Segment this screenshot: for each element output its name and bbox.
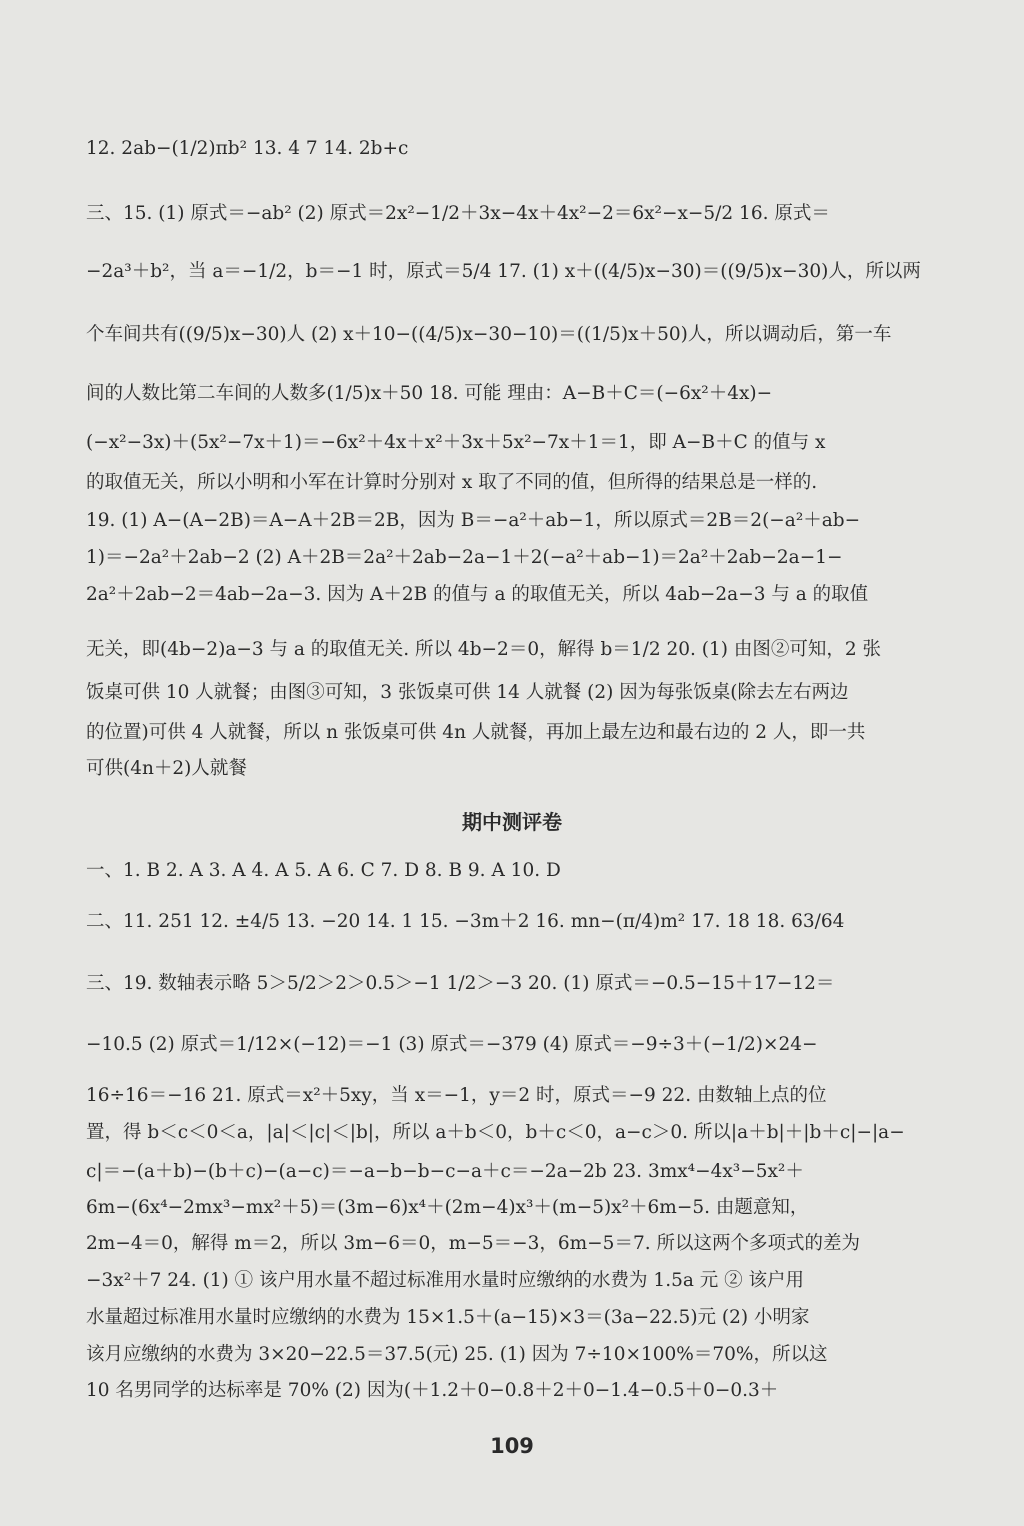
text-line: 水量超过标准用水量时应缴纳的水费为 15×1.5＋(a−15)×3＝(3a−22.5)元 (2) 小明家 [86,1307,810,1328]
text-line: 10 名男同学的达标率是 70% (2) 因为(＋1.2＋0−0.8＋2＋0−1.4−0.5＋0−0.3＋ [86,1380,779,1401]
text-line: −2a³＋b²，当 a＝−1/2，b＝−1 时，原式＝5/4 17. (1) x＋((4/5)x−30)＝((9/5)x−30)人，所以两 [86,261,921,282]
text-line: 12. 2ab−(1/2)πb² 13. 4 7 14. 2b+c [86,138,409,159]
text-line: 19. (1) A−(A−2B)＝A−A＋2B＝2B，因为 B＝−a²＋ab−1，所以原式＝2B＝2(−a²＋ab− [86,510,861,531]
text-line: c|＝−(a＋b)−(b＋c)−(a−c)＝−a−b−b−c−a＋c＝−2a−2b 23. 3mx⁴−4x³−5x²＋ [86,1161,804,1182]
text-line: 2m−4＝0，解得 m＝2，所以 3m−6＝0，m−5＝−3，6m−5＝7. 所以这两个多项式的差为 [86,1233,860,1254]
text-line: 置，得 b＜c＜0＜a，|a|＜|c|＜|b|，所以 a＋b＜0，b＋c＜0，a−c＞0. 所以|a＋b|＋|b＋c|−|a− [86,1122,905,1143]
text-line: 三、15. (1) 原式＝−ab² (2) 原式＝2x²−1/2＋3x−4x＋4x²−2＝6x²−x−5/2 16. 原式＝ [86,203,830,224]
text-line: 2a²＋2ab−2＝4ab−2a−3. 因为 A＋2B 的值与 a 的取值无关，所以 4ab−2a−3 与 a 的取值 [86,584,869,605]
text-line: 1)＝−2a²＋2ab−2 (2) A＋2B＝2a²＋2ab−2a−1＋2(−a²＋ab−1)＝2a²＋2ab−2a−1− [86,547,843,568]
section-title: 期中测评卷 [462,810,562,834]
text-line: 可供(4n＋2)人就餐 [86,758,247,779]
text-line: 个车间共有((9/5)x−30)人 (2) x＋10−((4/5)x−30−10)＝((1/5)x＋50)人，所以调动后，第一车 [86,324,892,345]
text-line: 该月应缴纳的水费为 3×20−22.5＝37.5(元) 25. (1) 因为 7÷10×100%＝70%，所以这 [86,1344,828,1365]
text-line: −3x²＋7 24. (1) ① 该户用水量不超过标准用水量时应缴纳的水费为 1.5a 元 ② 该户用 [86,1270,805,1291]
text-line: 的取值无关，所以小明和小军在计算时分别对 x 取了不同的值，但所得的结果总是一样的. [86,472,818,493]
text-line: 的位置)可供 4 人就餐，所以 n 张饭桌可供 4n 人就餐，再加上最左边和最右边的 2 人，即一共 [86,722,866,743]
text-line: 三、19. 数轴表示略 5＞5/2＞2＞0.5＞−1 1/2＞−3 20. (1) 原式＝−0.5−15＋17−12＝ [86,973,835,994]
text-line: 16÷16＝−16 21. 原式＝x²＋5xy，当 x＝−1，y＝2 时，原式＝−9 22. 由数轴上点的位 [86,1085,827,1106]
text-line: 6m−(6x⁴−2mx³−mx²＋5)＝(3m−6)x⁴＋(2m−4)x³＋(m−5)x²＋6m−5. 由题意知， [86,1197,809,1218]
page-number: 109 [490,1434,534,1458]
text-line: −10.5 (2) 原式＝1/12×(−12)＝−1 (3) 原式＝−379 (4) 原式＝−9÷3＋(−1/2)×24− [86,1034,818,1055]
text-line: (−x²−3x)＋(5x²−7x＋1)＝−6x²＋4x＋x²＋3x＋5x²−7x＋1＝1，即 A−B＋C 的值与 x [86,432,826,453]
text-line: 间的人数比第二车间的人数多(1/5)x＋50 18. 可能 理由：A−B＋C＝(−6x²＋4x)− [86,383,773,404]
text-line: 二、11. 251 12. ±4/5 13. −20 14. 1 15. −3m＋2 16. mn−(π/4)m² 17. 18 18. 63/64 [86,911,845,932]
text-line: 无关，即(4b−2)a−3 与 a 的取值无关. 所以 4b−2＝0，解得 b＝1/2 20. (1) 由图②可知，2 张 [86,639,882,660]
text-line: 饭桌可供 10 人就餐；由图③可知，3 张饭桌可供 14 人就餐 (2) 因为每张饭桌(除去左右两边 [86,682,849,703]
text-line: 一、1. B 2. A 3. A 4. A 5. A 6. C 7. D 8. B 9. A 10. D [86,860,561,881]
